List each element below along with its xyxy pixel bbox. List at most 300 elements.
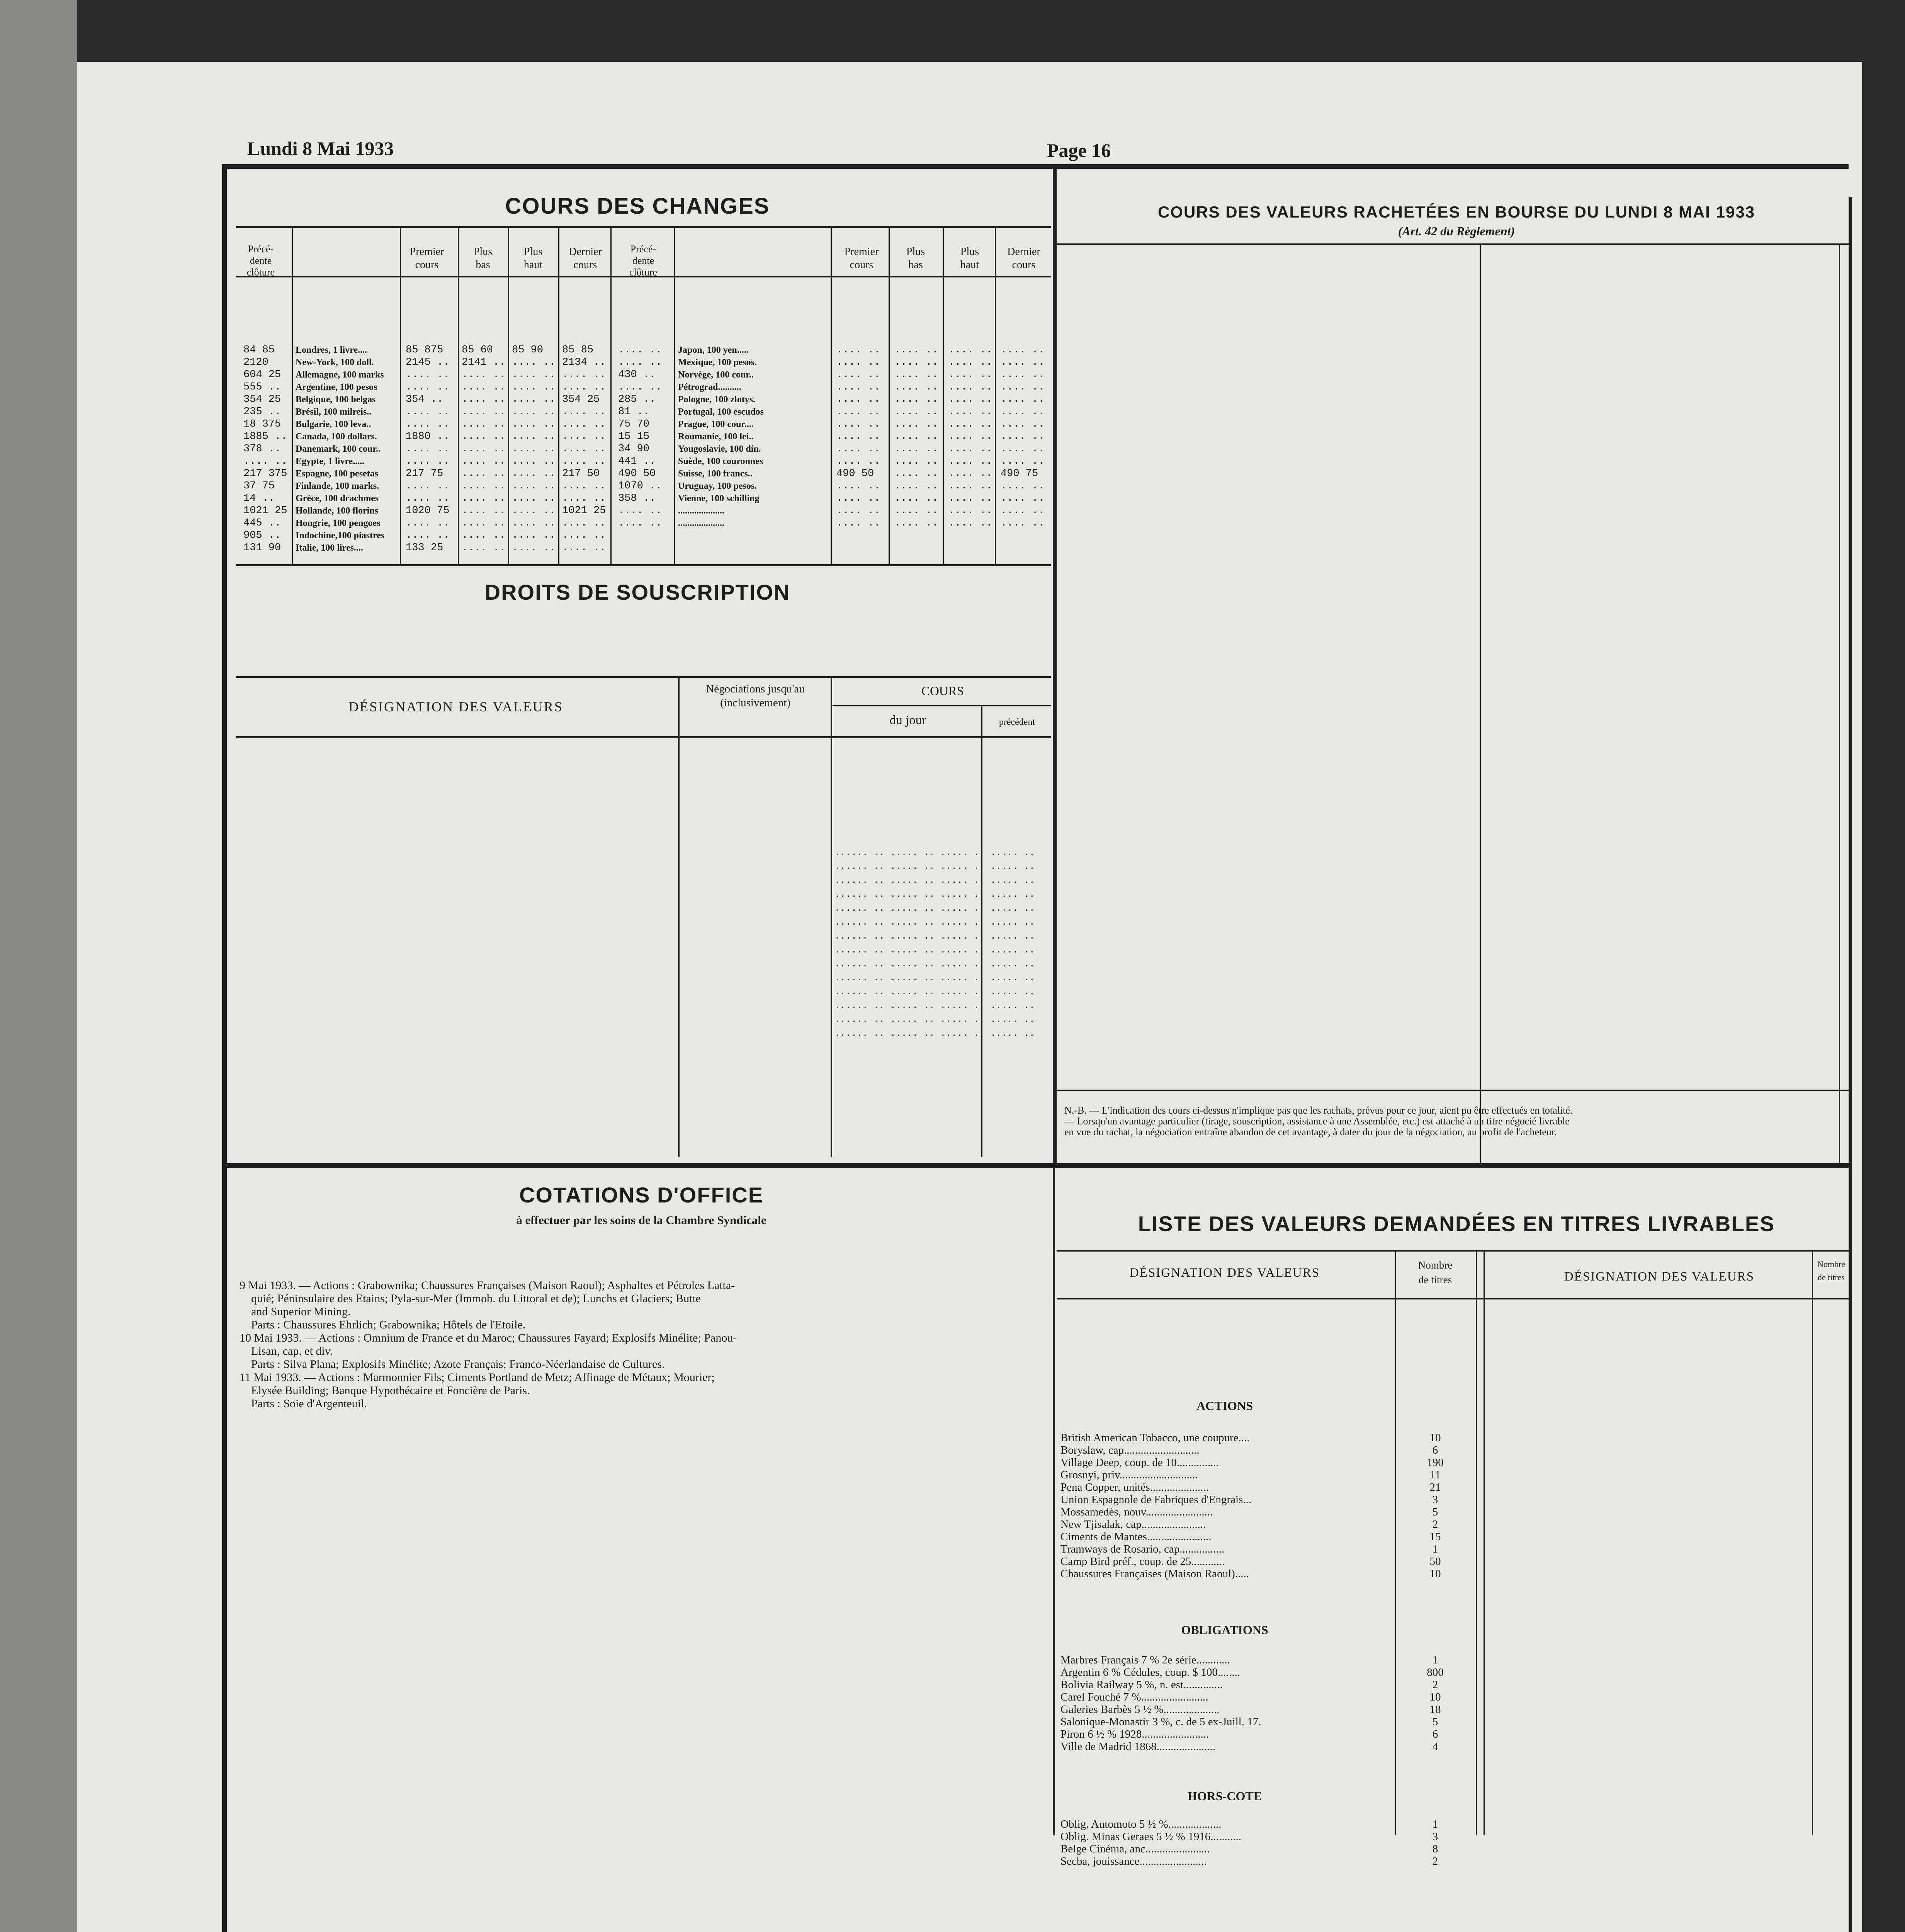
changes-bas-value: .... .. [462, 369, 506, 381]
changes-currency: Suède, 100 couronnes [678, 456, 763, 466]
changes-premier-value: 85 875 [406, 344, 444, 356]
left-rule [222, 164, 227, 1932]
changes-col-bas: Plus bas [473, 246, 493, 271]
changes-prev-value: 131 90 [243, 542, 281, 554]
livrables-count: 6 [1432, 1444, 1438, 1456]
livrables-col-nombre-2: Nombre de titres [1817, 1259, 1846, 1282]
changes-dernier-value: .... .. [562, 418, 606, 430]
souscription-cours-rule [833, 705, 1051, 706]
changes-prev-value: 445 .. [243, 517, 281, 529]
livrables-item: Pena Copper, unités..................... [1060, 1481, 1209, 1493]
livrables-count: 1 [1432, 1818, 1438, 1830]
changes-premier-value: .... .. [406, 530, 450, 541]
changes-bas-value: .... .. [462, 468, 506, 480]
changes-col-line [995, 228, 996, 564]
changes-prev-value: .... .. [618, 357, 662, 368]
changes-col-bas-2: Plus bas [906, 246, 925, 271]
souscription-col-du-jour: du jour [889, 713, 926, 727]
changes-currency: Canada, 100 dollars. [296, 432, 377, 442]
changes-dernier-value: .... .. [562, 369, 606, 381]
souscription-dot-row: ...... .. ..... .. ..... .. ..... .. [834, 889, 1035, 900]
changes-bas-value: .... .. [462, 418, 506, 430]
changes-prev-value: 84 85 [243, 344, 275, 356]
changes-premier-value: .... .. [836, 443, 880, 455]
changes-premier-value: .... .. [406, 456, 450, 467]
changes-premier-value: .... .. [836, 418, 880, 430]
changes-prev-value: .... .. [243, 456, 287, 467]
changes-left-haut [512, 344, 556, 554]
changes-currency: Mexique, 100 pesos. [678, 357, 757, 367]
livrables-item: Chaussures Françaises (Maison Raoul)..... [1060, 1568, 1249, 1580]
souscription-dot-row: ...... .. ..... .. ..... .. ..... .. [834, 876, 1035, 886]
changes-prev-value: 354 25 [243, 394, 281, 405]
changes-currency: Grèce, 100 drachmes [296, 493, 379, 503]
changes-premier-value: .... .. [406, 443, 450, 455]
livrables-count: 8 [1432, 1843, 1438, 1855]
changes-currency: Yougoslavie, 100 din. [678, 444, 761, 454]
changes-prev-value: 15 15 [618, 431, 650, 442]
changes-col-prev-2: Précé- dente clôture [629, 243, 658, 278]
changes-haut-value: .... .. [512, 542, 556, 554]
changes-bas-value: .... .. [462, 480, 506, 492]
changes-dernier-value: 217 50 [562, 468, 600, 480]
livrables-count: 15 [1429, 1531, 1441, 1543]
souscription-col-line [831, 676, 832, 1157]
livrables-count: 18 [1429, 1703, 1441, 1716]
souscription-dot-row: ...... .. ..... .. ..... .. ..... .. [834, 973, 1035, 983]
changes-bas-value: .... .. [462, 381, 506, 393]
changes-currency: Argentine, 100 pesos [296, 382, 377, 392]
livrables-item: Secba, jouissance........................ [1060, 1855, 1207, 1867]
changes-prev-value: 37 75 [243, 480, 275, 492]
changes-dernier-value: .... .. [1001, 406, 1045, 418]
changes-col-line [889, 228, 890, 564]
souscription-col-cours: COURS [921, 684, 964, 698]
changes-bas-value: .... .. [462, 505, 506, 517]
changes-dernier-value: .... .. [1001, 480, 1045, 492]
livrables-count: 10 [1429, 1568, 1441, 1580]
changes-left-names [296, 344, 384, 554]
changes-currency: Espagne, 100 pesetas [296, 469, 379, 479]
livrables-item: Grosnyi, priv............................ [1060, 1469, 1198, 1481]
souscription-dot-row: ...... .. ..... .. ..... .. ..... .. [834, 903, 1035, 914]
changes-dernier-value: .... .. [1001, 369, 1045, 381]
office-entry: 11 Mai 1933. — Actions : Marmonnier Fils; Ciments Portland de Metz; Affinage de Métaux; Mourier; Elysée Building; Banque Hypothécaire et Foncière de Paris. Parts : Soie d'Argenteuil. [240, 1371, 715, 1410]
livrables-item: British American Tobacco, une coupure.... [1060, 1432, 1250, 1444]
changes-premier-value: .... .. [836, 505, 880, 517]
changes-currency: Roumanie, 100 lei.. [678, 432, 754, 442]
souscription-dot-row: ...... .. ..... .. ..... .. ..... .. [834, 1001, 1035, 1011]
changes-bas-value: .... .. [462, 517, 506, 529]
changes-col-haut-2: Plus haut [960, 246, 979, 271]
changes-bas-value: 85 60 [462, 344, 493, 356]
livrables-item: Union Espagnole de Fabriques d'Engrais... [1060, 1493, 1252, 1506]
souscription-col-precedent: précédent [999, 717, 1035, 727]
changes-bas-value: .... .. [462, 456, 506, 467]
top-rule [222, 164, 1849, 169]
livrables-count: 4 [1432, 1740, 1438, 1753]
changes-currency: Suisse, 100 francs.. [678, 469, 753, 479]
changes-rule [236, 226, 1051, 228]
changes-premier-value: .... .. [406, 480, 450, 492]
changes-prev-value: .... .. [618, 505, 662, 517]
livrables-item: Camp Bird préf., coup. de 25............ [1060, 1555, 1225, 1568]
changes-prev-value: 285 .. [618, 394, 656, 405]
changes-dernier-value: .... .. [562, 542, 606, 554]
changes-currency: Brésil, 100 milreis.. [296, 407, 372, 417]
changes-prev-value: 235 .. [243, 406, 281, 418]
changes-dernier-value: 1021 25 [562, 505, 606, 517]
changes-col-line [558, 228, 559, 564]
souscription-col-line [678, 676, 680, 1157]
changes-right-names [678, 344, 764, 529]
changes-haut-value: .... .. [512, 493, 556, 504]
changes-premier-value: 1020 75 [406, 505, 450, 517]
livrables-count: 800 [1427, 1666, 1444, 1679]
livrables-obligations-label: OBLIGATIONS [1181, 1623, 1268, 1637]
souscription-dot-row: ...... .. ..... .. ..... .. ..... .. [834, 945, 1035, 956]
livrables-item: Oblig. Automoto 5 ½ %................... [1060, 1818, 1222, 1830]
livrables-item: Tramways de Rosario, cap................ [1060, 1543, 1225, 1555]
livrables-col-line [1476, 1250, 1477, 1835]
changes-col-line [508, 228, 509, 564]
office-entry: 9 Mai 1933. — Actions : Grabownika; Chaussures Françaises (Maison Raoul); Asphaltes et Pétroles Latta- quié; Péninsulaire des Etains; Pyla-sur-Mer (Immob. du Littoral et de); Lunchs et Glaciers; Butte and Superior Mining. Parts : Chaussures Ehrlich; Grabownika; Hôtels de l'Etoile. [240, 1279, 735, 1331]
changes-prev-value: 604 25 [243, 369, 281, 381]
souscription-dot-row: ...... .. ..... .. ..... .. ..... .. [834, 917, 1035, 928]
changes-dernier-value: .... .. [1001, 344, 1045, 356]
changes-haut-value: .... .. [512, 530, 556, 541]
changes-premier-value: .... .. [406, 369, 450, 381]
changes-currency: Prague, 100 cour.... [678, 419, 754, 429]
changes-dernier-value: .... .. [562, 480, 606, 492]
rachetees-subtitle: (Art. 42 du Règlement) [1398, 224, 1515, 238]
changes-right-bas: .... .. .... .. .... .. .... .. .... .. .... .. .... .. .... .. .... .. .... .. .... .. .... .. .... .. .... .. .... .. [894, 344, 938, 529]
changes-haut-value: .... .. [512, 431, 556, 442]
rachetees-nb-rule [1057, 1090, 1849, 1091]
livrables-item: Piron 6 ½ % 1928........................ [1060, 1728, 1209, 1740]
changes-currency: Japon, 100 yen..... [678, 345, 749, 355]
changes-haut-value: .... .. [512, 505, 556, 517]
changes-premier-value: .... .. [406, 418, 450, 430]
changes-dernier-value: .... .. [1001, 418, 1045, 430]
changes-prev-value: 430 .. [618, 369, 656, 381]
changes-currency: New-York, 100 doll. [296, 357, 374, 367]
livrables-rule [1057, 1250, 1849, 1252]
changes-premier-value: .... .. [836, 480, 880, 492]
changes-dernier-value: 85 85 [562, 344, 594, 356]
changes-premier-value: .... .. [836, 357, 880, 368]
changes-prev-value: 14 .. [243, 493, 275, 504]
changes-currency: Italie, 100 lires.... [296, 543, 363, 553]
newspaper-page [77, 62, 1862, 1932]
changes-prev-value: 81 .. [618, 406, 650, 418]
changes-currency: Pologne, 100 zlotys. [678, 395, 755, 405]
livrables-item: Village Deep, coup. de 10............... [1060, 1456, 1219, 1469]
changes-haut-value: .... .. [512, 456, 556, 467]
souscription-rule [236, 676, 1051, 678]
rachetees-rule [1057, 243, 1849, 245]
changes-currency: .................... [678, 518, 724, 528]
office-entries [240, 1279, 1047, 1410]
changes-left-premier [406, 344, 449, 554]
changes-prev-value: 358 .. [618, 493, 656, 504]
changes-bottom-rule [236, 564, 1051, 566]
livrables-item: Oblig. Minas Geraes 5 ½ % 1916........... [1060, 1830, 1241, 1843]
livrables-item: Carel Fouché 7 %........................ [1060, 1691, 1208, 1703]
office-subtitle: à effectuer par les soins de la Chambre Syndicale [516, 1213, 766, 1227]
livrables-item: Mossamedès, nouv........................ [1060, 1506, 1213, 1518]
livrables-count: 1 [1432, 1654, 1438, 1666]
changes-dernier-value: .... .. [1001, 517, 1045, 529]
livrables-header-rule [1057, 1298, 1849, 1299]
livrables-horscote-label: HORS-COTE [1187, 1789, 1262, 1803]
livrables-obligations-list [1060, 1654, 1261, 1753]
livrables-col-line [1484, 1250, 1485, 1835]
changes-bas-value: .... .. [462, 443, 506, 455]
livrables-item: New Tjisalak, cap....................... [1060, 1518, 1206, 1531]
livrables-count: 21 [1429, 1481, 1441, 1493]
livrables-count: 10 [1429, 1432, 1441, 1444]
right-rule [1849, 197, 1852, 1932]
changes-dernier-value: .... .. [562, 406, 606, 418]
changes-premier-value: .... .. [836, 406, 880, 418]
changes-prev-value: 1021 25 [243, 505, 287, 517]
section-rule-1 [222, 1163, 1852, 1168]
livrables-item: Ciments de Mantes....................... [1060, 1531, 1212, 1543]
changes-col-premier: Premier cours [410, 246, 444, 271]
changes-prev-value: 905 .. [243, 530, 281, 541]
livrables-item: Boryslaw, cap........................... [1060, 1444, 1200, 1456]
livrables-col-nombre: Nombre de titres [1418, 1259, 1453, 1286]
changes-prev-value: 217 375 [243, 468, 287, 480]
changes-right-haut: .... .. .... .. .... .. .... .. .... .. .... .. .... .. .... .. .... .. .... .. .... .. .... .. .... .. .... .. .... .. [948, 344, 992, 529]
livrables-obligations-numbers [1399, 1654, 1472, 1753]
changes-dernier-value: .... .. [1001, 357, 1045, 368]
changes-premier-value: 217 75 [406, 468, 444, 480]
changes-dernier-value: 490 75 [1001, 468, 1038, 480]
livrables-item: Marbres Français 7 % 2e série............ [1060, 1654, 1230, 1666]
changes-dernier-value: .... .. [1001, 456, 1045, 467]
changes-currency: Finlande, 100 marks. [296, 481, 379, 491]
livrables-count: 5 [1432, 1716, 1438, 1728]
changes-premier-value: .... .. [406, 406, 450, 418]
changes-currency: Egypte, 1 livre..... [296, 456, 365, 466]
changes-col-line [674, 228, 675, 564]
changes-col-prev: Précé- dente clôture [246, 243, 275, 278]
changes-currency: Londres, 1 livre.... [296, 345, 367, 355]
livrables-count: 2 [1432, 1518, 1438, 1531]
changes-prev-value: 441 .. [618, 456, 656, 467]
changes-dernier-value: .... .. [562, 530, 606, 541]
changes-bas-value: .... .. [462, 394, 506, 405]
livrables-item: Belge Cinéma, anc....................... [1060, 1843, 1210, 1855]
rachetees-nb: N.-B. — L'indication des cours ci-dessus n'implique pas que les rachats, prévus pour ce jour, aient pu être effectués en totalité. — Lorsqu'un avantage particulier (tirage, souscription, assistance à une Assemblée, etc.) est attaché à un titre négocié livrable en vue du rachat, la négociation entraîne abandon de cet avantage, à dater du jour de la négociation, au profit de l'acheteur. [1064, 1105, 1573, 1138]
souscription-header-rule [236, 736, 1051, 738]
changes-haut-value: .... .. [512, 480, 556, 492]
changes-title: COURS DES CHANGES [505, 194, 770, 219]
changes-premier-value: .... .. [406, 381, 450, 393]
changes-currency: Danemark, 100 cour.. [296, 444, 381, 454]
changes-dernier-value: .... .. [562, 443, 606, 455]
changes-premier-value: .... .. [836, 369, 880, 381]
column-divider [1053, 166, 1057, 1163]
livrables-horscote-list [1060, 1818, 1241, 1867]
changes-left-dernier [562, 344, 606, 554]
livrables-count: 190 [1427, 1456, 1444, 1469]
changes-col-line [400, 228, 401, 564]
livrables-count: 10 [1429, 1691, 1441, 1703]
changes-dernier-value: .... .. [1001, 493, 1045, 504]
souscription-dots [834, 846, 1035, 1041]
changes-haut-value: .... .. [512, 394, 556, 405]
changes-currency: Portugal, 100 escudos [678, 407, 764, 417]
changes-premier-value: .... .. [406, 493, 450, 504]
changes-bas-value: 2141 .. [462, 357, 506, 368]
changes-prev-value: .... .. [618, 344, 662, 356]
changes-currency: Indochine,100 piastres [296, 531, 385, 541]
changes-premier-value: .... .. [836, 517, 880, 529]
souscription-dot-row: ...... .. ..... .. ..... .. ..... .. [834, 1015, 1035, 1025]
changes-dernier-value: .... .. [1001, 394, 1045, 405]
changes-haut-value: 85 90 [512, 344, 544, 356]
souscription-dot-row: ...... .. ..... .. ..... .. ..... .. [834, 848, 1035, 858]
changes-haut-value: .... .. [512, 468, 556, 480]
changes-right-premier [836, 344, 880, 529]
changes-prev-value: 18 375 [243, 418, 281, 430]
souscription-title: DROITS DE SOUSCRIPTION [484, 580, 790, 604]
page-number: Page 16 [1047, 139, 1111, 161]
changes-dernier-value: .... .. [1001, 505, 1045, 517]
changes-dernier-value: .... .. [1001, 431, 1045, 442]
changes-premier-value: .... .. [406, 517, 450, 529]
changes-col-line [831, 228, 832, 564]
column-divider-2 [1053, 1167, 1055, 1835]
page-date: Lundi 8 Mai 1933 [247, 138, 394, 159]
livrables-count: 3 [1432, 1830, 1438, 1843]
souscription-col-negociations: Négociations jusqu'au (inclusivement) [706, 683, 805, 709]
changes-premier-value: 354 .. [406, 394, 444, 405]
changes-prev-value: 2120 [243, 357, 269, 368]
changes-premier-value: 133 25 [406, 542, 444, 554]
changes-currency: Hollande, 100 florins [296, 506, 379, 516]
changes-dernier-value: .... .. [562, 517, 606, 529]
changes-prev-value: 34 90 [618, 443, 650, 455]
livrables-count: 50 [1429, 1555, 1441, 1568]
changes-dernier-value: .... .. [562, 381, 606, 393]
changes-premier-value: .... .. [836, 456, 880, 467]
livrables-actions-label: ACTIONS [1196, 1399, 1253, 1413]
changes-col-haut: Plus haut [523, 246, 543, 271]
changes-currency: Norvège, 100 cour.. [678, 370, 754, 380]
livrables-count: 1 [1432, 1543, 1438, 1555]
changes-dernier-value: .... .. [562, 456, 606, 467]
changes-bas-value: .... .. [462, 530, 506, 541]
changes-prev-value: .... .. [618, 517, 662, 529]
livrables-col-line [1395, 1250, 1396, 1835]
livrables-count: 3 [1432, 1493, 1438, 1506]
office-title: COTATIONS D'OFFICE [519, 1183, 764, 1207]
changes-premier-value: 2145 .. [406, 357, 450, 368]
changes-haut-value: .... .. [512, 357, 556, 368]
changes-dernier-value: .... .. [1001, 443, 1045, 455]
changes-haut-value: .... .. [512, 369, 556, 381]
changes-prev-value: 75 70 [618, 418, 650, 430]
changes-col-line [610, 228, 612, 564]
rachetees-title: COURS DES VALEURS RACHETÉES EN BOURSE DU LUNDI 8 MAI 1933 [1157, 203, 1755, 221]
livrables-count: 2 [1432, 1855, 1438, 1867]
changes-left-bas [462, 344, 505, 554]
changes-right-prev [618, 344, 662, 529]
livrables-col-designation: DÉSIGNATION DES VALEURS [1129, 1266, 1320, 1280]
changes-premier-value: .... .. [836, 394, 880, 405]
changes-dernier-value: 2134 .. [562, 357, 606, 368]
changes-currency: Hongrie, 100 pengoes [296, 518, 381, 528]
souscription-col-designation: DÉSIGNATION DES VALEURS [348, 699, 563, 714]
livrables-count: 6 [1432, 1728, 1438, 1740]
livrables-item: Bolivia Railway 5 %, n. est.............. [1060, 1679, 1223, 1691]
page-edge [0, 0, 77, 1932]
changes-premier-value: .... .. [836, 381, 880, 393]
livrables-title: LISTE DES VALEURS DEMANDÉES EN TITRES LIVRABLES [1138, 1212, 1775, 1236]
changes-prev-value: .... .. [618, 381, 662, 393]
changes-prev-value: 1070 .. [618, 480, 662, 492]
livrables-actions-numbers [1399, 1432, 1472, 1580]
changes-left-prev [243, 344, 287, 554]
souscription-dot-row: ...... .. ..... .. ..... .. ..... .. [834, 862, 1035, 872]
changes-haut-value: .... .. [512, 406, 556, 418]
rachetees-col-line [1839, 243, 1840, 1163]
changes-prev-value: 378 .. [243, 443, 281, 455]
changes-premier-value: .... .. [836, 344, 880, 356]
livrables-count: 11 [1430, 1469, 1441, 1481]
changes-currency: Uruguay, 100 pesos. [678, 481, 757, 491]
livrables-item: Argentin 6 % Cédules, coup. $ 100........ [1060, 1666, 1241, 1679]
changes-currency: Pétrograd.......... [678, 382, 741, 392]
changes-col-line [292, 228, 293, 564]
changes-premier-value: 490 50 [836, 468, 874, 480]
livrables-actions-list [1060, 1432, 1251, 1580]
changes-prev-value: 1885 .. [243, 431, 287, 442]
souscription-dot-row: ...... .. ..... .. ..... .. ..... .. [834, 1029, 1035, 1039]
souscription-dot-row: ...... .. ..... .. ..... .. ..... .. [834, 959, 1035, 969]
livrables-col-line [1812, 1250, 1813, 1835]
changes-prev-value: 555 .. [243, 381, 281, 393]
changes-bas-value: .... .. [462, 406, 506, 418]
livrables-item: Galeries Barbès 5 ½ %.................... [1060, 1703, 1220, 1716]
changes-bas-value: .... .. [462, 542, 506, 554]
changes-haut-value: .... .. [512, 418, 556, 430]
changes-currency: Bulgarie, 100 leva.. [296, 419, 371, 429]
changes-right-dernier [1001, 344, 1044, 529]
changes-premier-value: 1880 .. [406, 431, 450, 442]
changes-haut-value: .... .. [512, 443, 556, 455]
livrables-item: Salonique-Monastir 3 %, c. de 5 ex-Juill. 17. [1060, 1716, 1261, 1728]
changes-bas-value: .... .. [462, 493, 506, 504]
changes-premier-value: .... .. [836, 493, 880, 504]
changes-dernier-value: 354 25 [562, 394, 600, 405]
livrables-count: 2 [1432, 1679, 1438, 1691]
changes-dernier-value: .... .. [1001, 381, 1045, 393]
office-entry: 10 Mai 1933. — Actions : Omnium de France et du Maroc; Chaussures Fayard; Explosifs Minélite; Panou- Lisan, cap. et div. Parts : Silva Plana; Explosifs Minélite; Azote Français; Franco-Néerlandaise de Cultures. [240, 1332, 737, 1371]
livrables-horscote-numbers [1399, 1818, 1472, 1867]
changes-prev-value: 490 50 [618, 468, 656, 480]
changes-premier-value: .... .. [836, 431, 880, 442]
changes-col-line [458, 228, 459, 564]
changes-col-premier-2: Premier cours [844, 246, 879, 271]
changes-col-line [943, 228, 944, 564]
changes-col-dernier-2: Dernier cours [1007, 246, 1040, 271]
livrables-count: 5 [1432, 1506, 1438, 1518]
